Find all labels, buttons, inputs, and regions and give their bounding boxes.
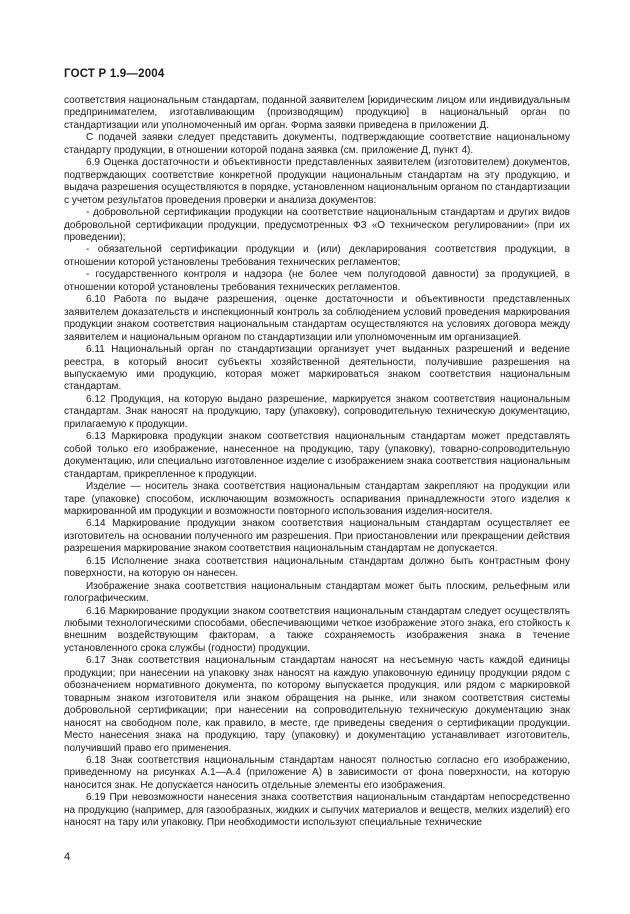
paragraph: соответствия национальным стандартам, поданной заявителем [юридическим лицом или индивидуальным предпринимателем, изготавливающим (производящим) продукцию] в национальный орган по стандартизации или уполномоченный им орган. Форма заявки приведена в приложении Д.: [64, 95, 570, 131]
paragraph: - обязательной сертификации продукции и (или) декларирования соответствия продукции, в отношении которой установлены требования технических регламентов;: [64, 244, 570, 268]
paragraph: 6.18 Знак соответствия национальным стандартам наносят полностью согласно его изображению, приведенному на рисунках А.1—А.4 (приложение А) в зависимости от фона поверхности, на которую наносится знак. Не допускается наносить отдельные элементы его изображения.: [64, 755, 570, 791]
paragraph: 6.17 Знак соответствия национальным стандартам наносят на несъемную часть каждой единицы продукции; при нанесении на упаковку знак наносят на каждую упаковочную единицу продукции рядом с обозначением нормативного документа, по которому выпускается продукция, или рядом с маркировкой товарным знаком изготовителя или знаком обращения на рынке, или знаком соответствия системы добровольной сертификации; при нанесении на сопроводительную техническую документацию знак наносят на свободном поле, как правило, в месте, где приведены сведения о сертификации продукции. Место нанесения знака на продукцию, тару (упаковку) и документацию устанавливает изготовитель, получивший право его применения.: [64, 655, 570, 754]
paragraph: 6.15 Исполнение знака соответствия национальным стандартам должно быть контрастным фону поверхности, на которую он нанесен.: [64, 555, 570, 580]
paragraph: Изображение знака соответствия национальным стандартам может быть плоским, рельефным или голографическим.: [64, 580, 570, 605]
paragraph: 6.11 Национальный орган по стандартизации организует учет выданных разрешений и ведение реестра, в который вносит субъекты хозяйственной деятельности, получившие разрешения на выпускаемую ими продукцию, которая может маркироваться знаком соответствия национальным стандартам.: [64, 344, 570, 393]
paragraph: 6.16 Маркирование продукции знаком соответствия национальным стандартам следует осуществлять любыми технологическими способами, обеспечивающими четкое изображение этого знака, его стойкость к внешним воздействующим факторам, а также сохраняемость изображения знака в течение установленного срока службы (годности) продукции.: [64, 605, 570, 654]
paragraph: 6.19 При невозможности нанесения знака соответствия национальным стандартам непосредственно на продукцию (например, для газообразных, жидких и сыпучих материалов и веществ, мелких изделий) его наносят на тару или упаковку. При необходимости используют специальные технические: [64, 792, 570, 829]
paragraph: С подачей заявки следует представить документы, подтверждающие соответствие национальному стандарту продукции, в отношении которой подана заявка (см. приложение Д, пункт 4).: [64, 132, 570, 156]
page-number: 4: [64, 851, 71, 863]
paragraph: 6.12 Продукция, на которую выдано разрешение, маркируется знаком соответствия национальным стандартам. Знак наносят на продукцию, тару (упаковку), сопроводительную техническую документацию, прилагаемую к продукции.: [64, 393, 570, 430]
page-header: ГОСТ Р 1.9—2004: [64, 68, 165, 80]
page-body: [64, 95, 570, 830]
paragraph: - добровольной сертификации продукции на соответствие национальным стандартам и других видов добровольной сертификации продукции, предусмотренных ФЗ «О техническом регулировании» (при их проведении);: [64, 207, 570, 243]
paragraph: 6.14 Маркирование продукции знаком соответствия национальным стандартам осуществляет ее изготовитель на основании полученного им разрешения. При приостановлении или прекращении действия разрешения маркирование знаком соответствия национальным стандартам не допускается.: [64, 518, 570, 555]
paragraph: 6.13 Маркировка продукции знаком соответствия национальным стандартам может представлять собой только его изображение, нанесенное на продукцию, тару (упаковку), товарно-сопроводительную документацию, или специально изготовленное изделие с изображением знака соответствия национальным стандартам, прикрепленное к продукции.: [64, 431, 570, 480]
paragraph: - государственного контроля и надзора (не более чем полугодовой давности) за продукцией, в отношении которой установлены требования технических регламентов.: [64, 269, 570, 293]
paragraph: 6.9 Оценка достаточности и объективности представленных заявителем (изготовителем) документов, подтверждающих соответствие конкретной продукции национальным стандартам на эту продукцию, и выдача разрешения осуществляются в порядке, установленном национальным органом по стандартизации с учетом результатов проведения проверки и анализа документов:: [64, 157, 570, 206]
paragraph: 6.10 Работа по выдаче разрешения, оценке достаточности и объективности представленных заявителем доказательств и инспекционный контроль за соблюдением условий проведения маркирования продукции знаком соответствия национальным стандартам осуществляются на условиях договора между заявителем и национальным органом по стандартизации или уполномоченным им организацией.: [64, 294, 570, 343]
paragraph: Изделие — носитель знака соответствия национальным стандартам закрепляют на продукции или таре (упаковке) способом, исключающим возможность оспаривания принадлежности этого изделия к маркированной им продукции и возможности повторного использования изделия-носителя.: [64, 481, 570, 517]
